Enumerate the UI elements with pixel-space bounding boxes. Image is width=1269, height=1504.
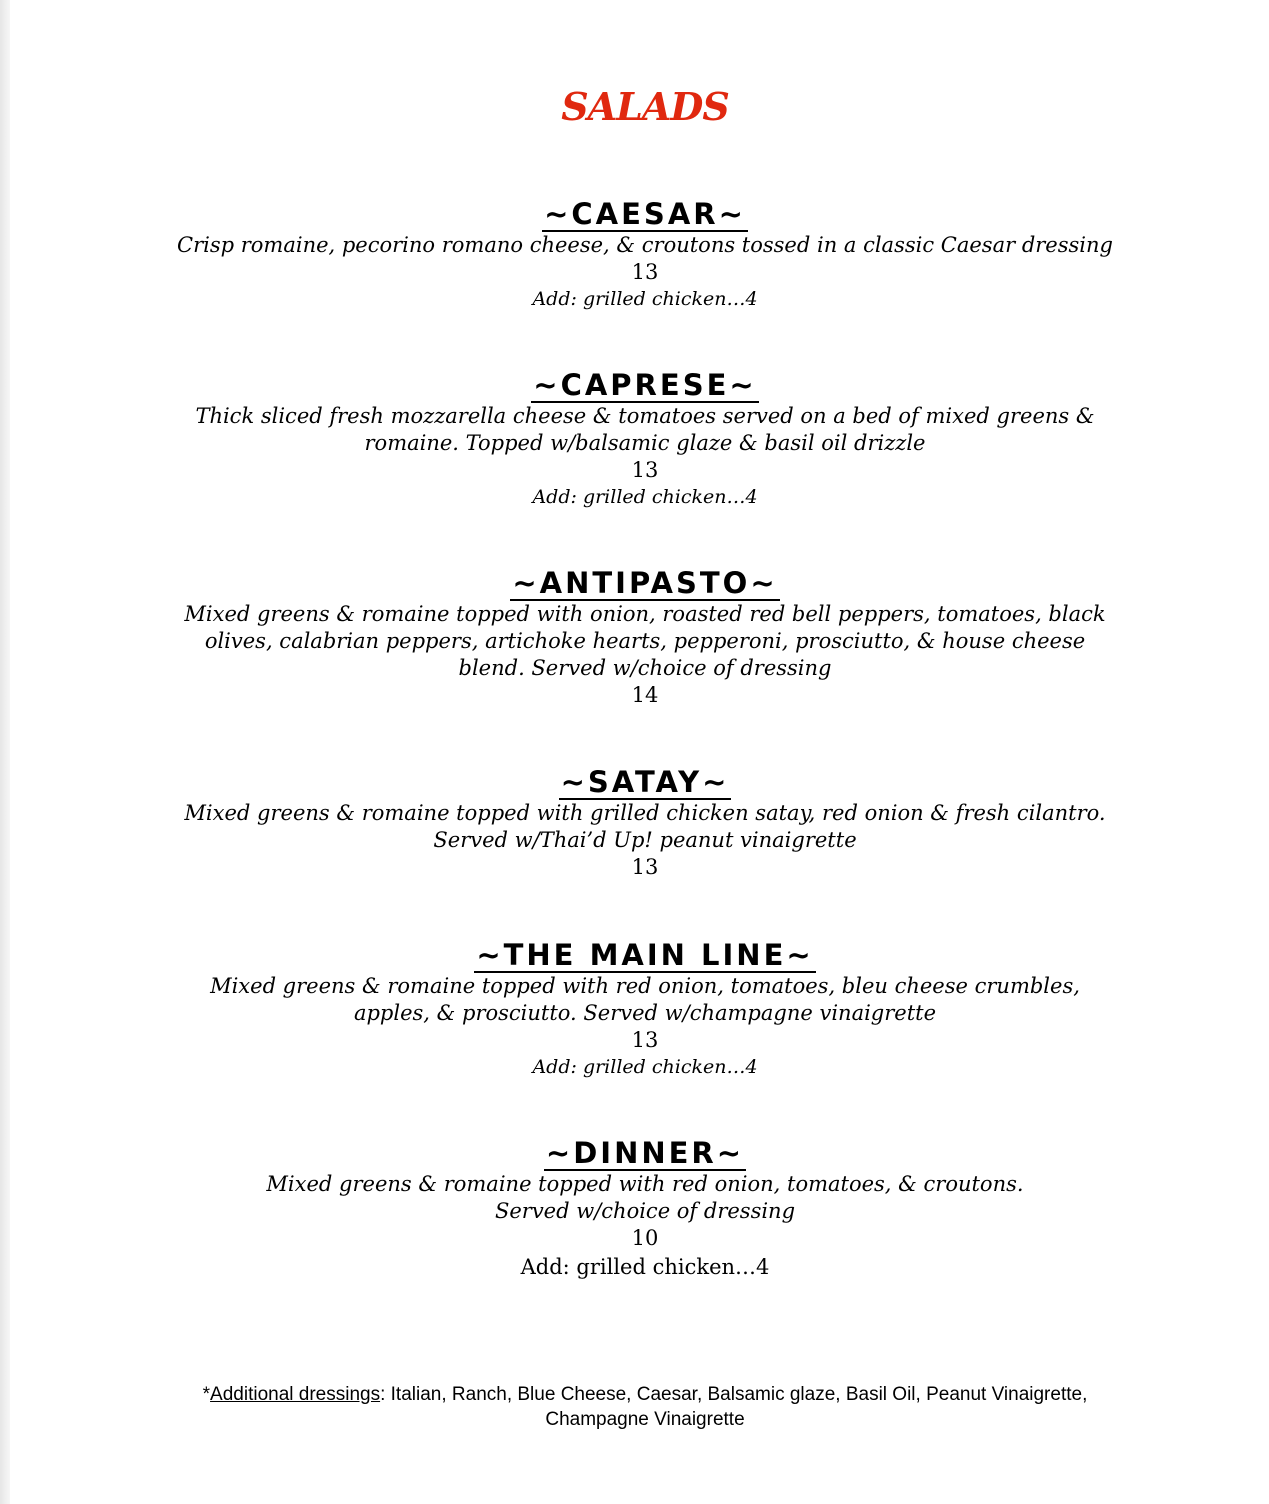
item-price: 13 <box>631 260 659 284</box>
item-description-line: blend. Served w/choice of dressing <box>458 656 832 680</box>
item-description <box>0 1171 1269 1225</box>
item-description-line: apples, & prosciutto. Served w/champagne vinaigrette <box>353 1001 937 1025</box>
item-addon: Add: grilled chicken…4 <box>520 1255 770 1279</box>
menu-item-caprese <box>0 369 1269 511</box>
item-name: ~THE MAIN LINE~ <box>476 938 814 972</box>
item-description-line: Thick sliced fresh mozzarella cheese & tomatoes served on a bed of mixed greens & <box>195 404 1095 428</box>
item-price: 14 <box>631 683 659 707</box>
item-description-line: Mixed greens & romaine topped with grilled chicken satay, red onion & fresh cilantro. <box>184 801 1106 825</box>
item-name: ~DINNER~ <box>545 1136 745 1170</box>
item-name: ~SATAY~ <box>560 765 730 799</box>
item-description-line: Served w/Thai’d Up! peanut vinaigrette <box>433 828 857 852</box>
item-description-line: Mixed greens & romaine topped with red onion, tomatoes, bleu cheese crumbles, <box>210 974 1080 998</box>
item-name: ~CAPRESE~ <box>533 368 757 402</box>
item-price: 13 <box>631 1028 659 1052</box>
item-name: ~ANTIPASTO~ <box>512 566 778 600</box>
item-price: 13 <box>631 458 659 482</box>
item-addon: Add: grilled chicken…4 <box>532 1056 758 1078</box>
item-description-line: Crisp romaine, pecorino romano cheese, & croutons tossed in a classic Caesar dressing <box>177 233 1113 257</box>
item-description-line: romaine. Topped w/balsamic glaze & basil oil drizzle <box>364 431 926 455</box>
item-price: 10 <box>631 1226 659 1250</box>
menu-item-satay <box>0 766 1269 881</box>
menu-item-the-main-line <box>0 939 1269 1081</box>
additional-dressings-note <box>0 1382 1269 1432</box>
footnote-asterisk: * <box>202 1384 211 1405</box>
item-description-line: Mixed greens & romaine topped with onion, roasted red bell peppers, tomatoes, black <box>184 602 1106 626</box>
footnote-text: : Italian, Ranch, Blue Cheese, Caesar, Balsamic glaze, Basil Oil, Peanut Vinaigrette, <box>380 1384 1088 1405</box>
item-description <box>0 403 1269 457</box>
page-title: SALADS <box>561 84 729 129</box>
item-addon: Add: grilled chicken…4 <box>532 288 758 310</box>
item-description <box>0 232 1269 259</box>
item-description <box>0 800 1269 854</box>
footnote-line: Champagne Vinaigrette <box>545 1409 745 1430</box>
item-description-line: olives, calabrian peppers, artichoke hearts, pepperoni, prosciutto, & house cheese <box>204 629 1086 653</box>
item-name: ~CAESAR~ <box>544 197 746 231</box>
item-description-line: Served w/choice of dressing <box>494 1199 796 1223</box>
item-description-line: Mixed greens & romaine topped with red onion, tomatoes, & croutons. <box>266 1172 1024 1196</box>
menu-item-caesar <box>0 198 1269 313</box>
menu-item-dinner <box>0 1137 1269 1282</box>
menu-item-antipasto <box>0 567 1269 709</box>
item-description <box>0 973 1269 1027</box>
item-addon: Add: grilled chicken…4 <box>532 486 758 508</box>
footnote-label: Additional dressings <box>210 1384 381 1405</box>
footnote-line <box>0 1382 1269 1407</box>
item-description <box>0 601 1269 682</box>
item-price: 13 <box>631 855 659 879</box>
